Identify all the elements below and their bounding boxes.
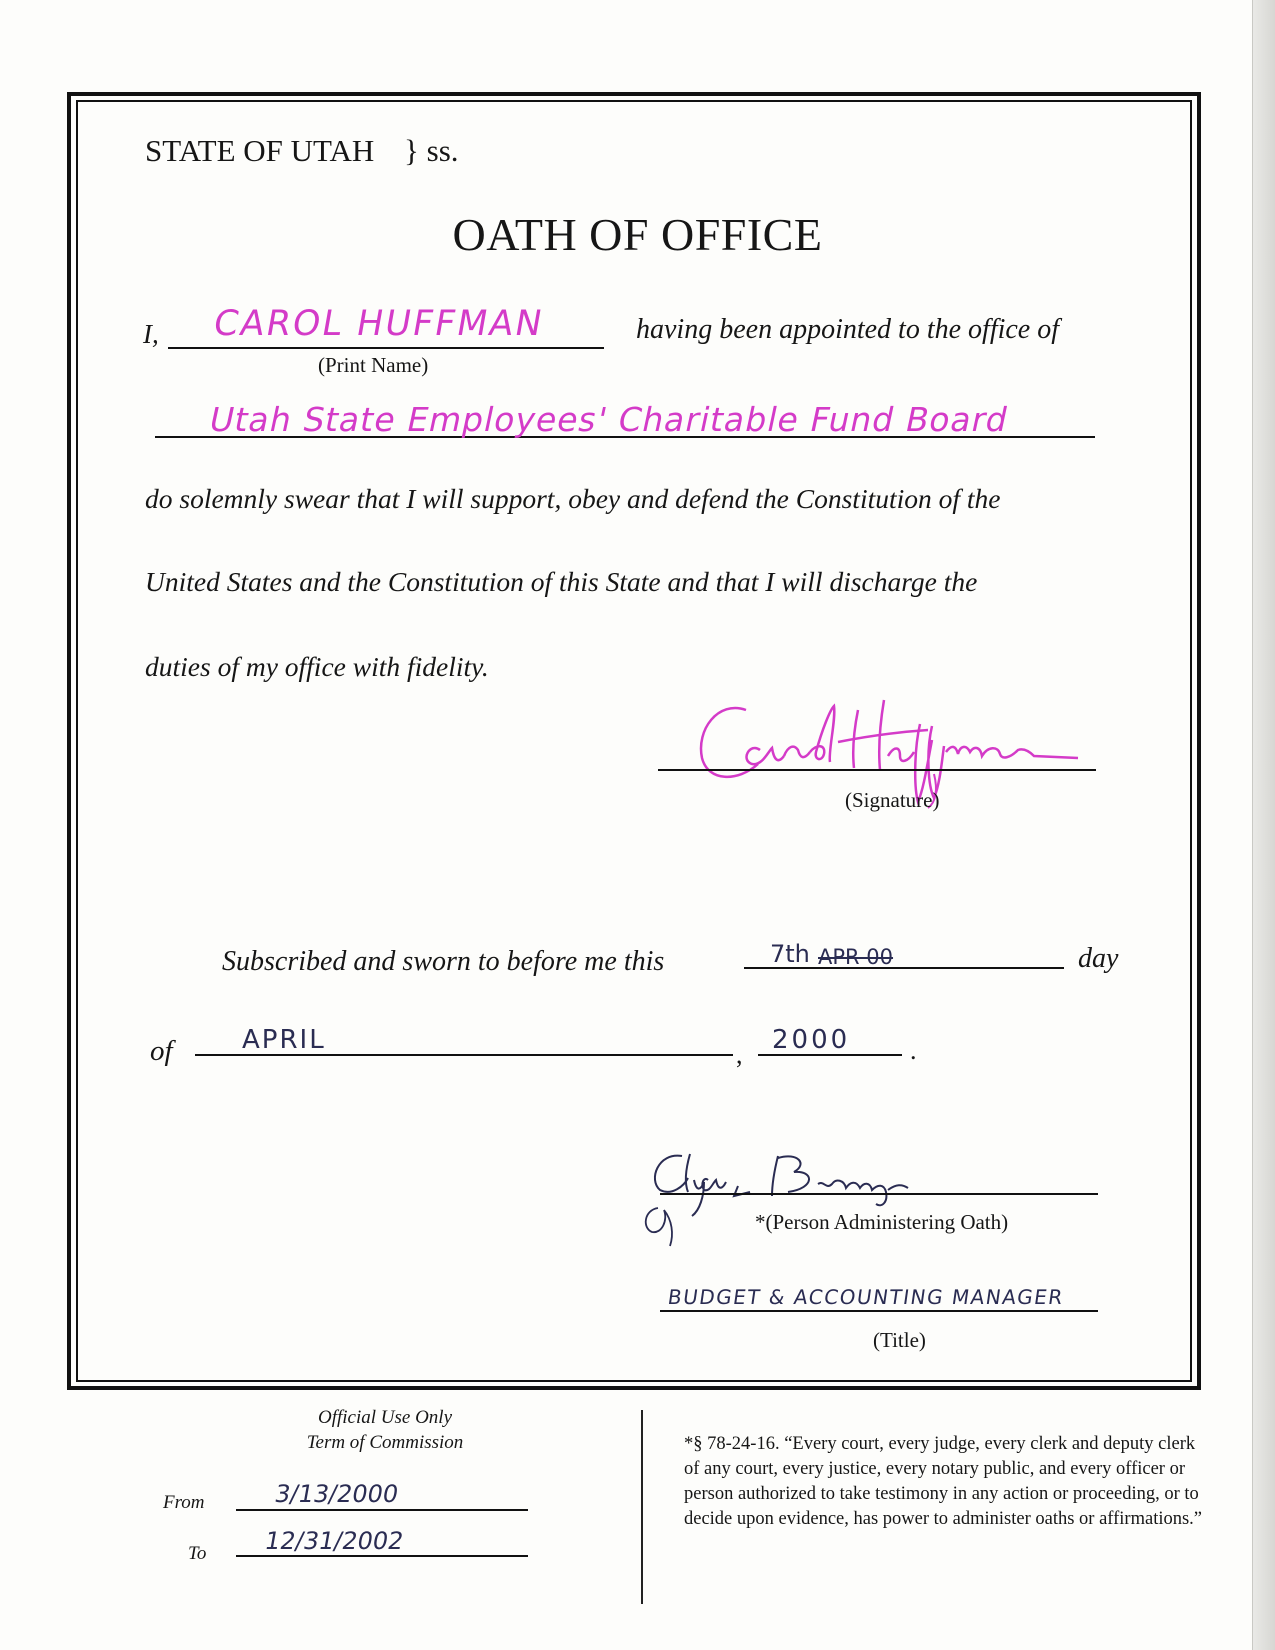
signature-caption: (Signature) [845,788,940,812]
administrator-title-value: BUDGET & ACCOUNTING MANAGER [666,1285,1066,1309]
term-to-label: To [188,1543,207,1564]
state-heading [145,133,459,169]
year-value: 2000 [772,1025,851,1055]
term-heading: Term of Commission [306,1432,464,1453]
print-name-line [168,347,604,349]
period-mark: . [910,1036,917,1065]
of-label: of [150,1035,173,1067]
term-from-label: From [163,1492,205,1513]
footer-divider [641,1410,643,1604]
official-use-heading: Official Use Only [317,1407,453,1428]
title-caption: (Title) [873,1328,926,1352]
signature-administrator [638,1150,938,1250]
day-struck-value: APR 00 [818,945,894,969]
intro-prefix: I, [143,319,159,349]
print-name-caption: (Print Name) [318,353,429,377]
title-line [660,1310,1098,1312]
ss-mark: } ss. [404,133,459,168]
administrator-caption: *(Person Administering Oath) [755,1210,1009,1234]
comma-mark: , [736,1040,743,1069]
day-value: 7th [770,940,810,968]
oath-body-line-2: United States and the Constitution of this State and that I will discharge the [145,566,978,597]
oath-body-line-1: do solemnly swear that I will support, obey and defend the Constitution of the [145,483,1001,514]
oath-body-line-3: duties of my office with fidelity. [145,651,489,682]
day-label: day [1078,943,1119,974]
state-line: STATE OF UTAH [145,133,375,168]
month-value: APRIL [242,1025,326,1055]
page-title: OATH OF OFFICE [452,209,823,260]
term-from-line [236,1509,528,1511]
signature-line [658,769,1096,771]
administrator-signature-line [660,1193,1098,1195]
term-from-value: 3/13/2000 [272,1480,401,1508]
print-name-value: CAROL HUFFMAN [210,304,547,344]
term-to-value: 12/31/2002 [262,1527,406,1555]
office-value: Utah State Employees' Charitable Fund Board [205,400,1013,439]
statute-note: *§ 78-24-16. “Every court, every judge, every clerk and deputy clerk of any court, every justice, every notary public, and every officer or person authorized to take testimony in any action or proceeding, or to decide upon evidence, has power to administer oaths or affirmations.” [684,1434,1203,1529]
appointed-text: having been appointed to the office of [636,314,1060,345]
subscribed-text: Subscribed and sworn to before me this [222,946,665,977]
term-to-line [236,1555,528,1557]
